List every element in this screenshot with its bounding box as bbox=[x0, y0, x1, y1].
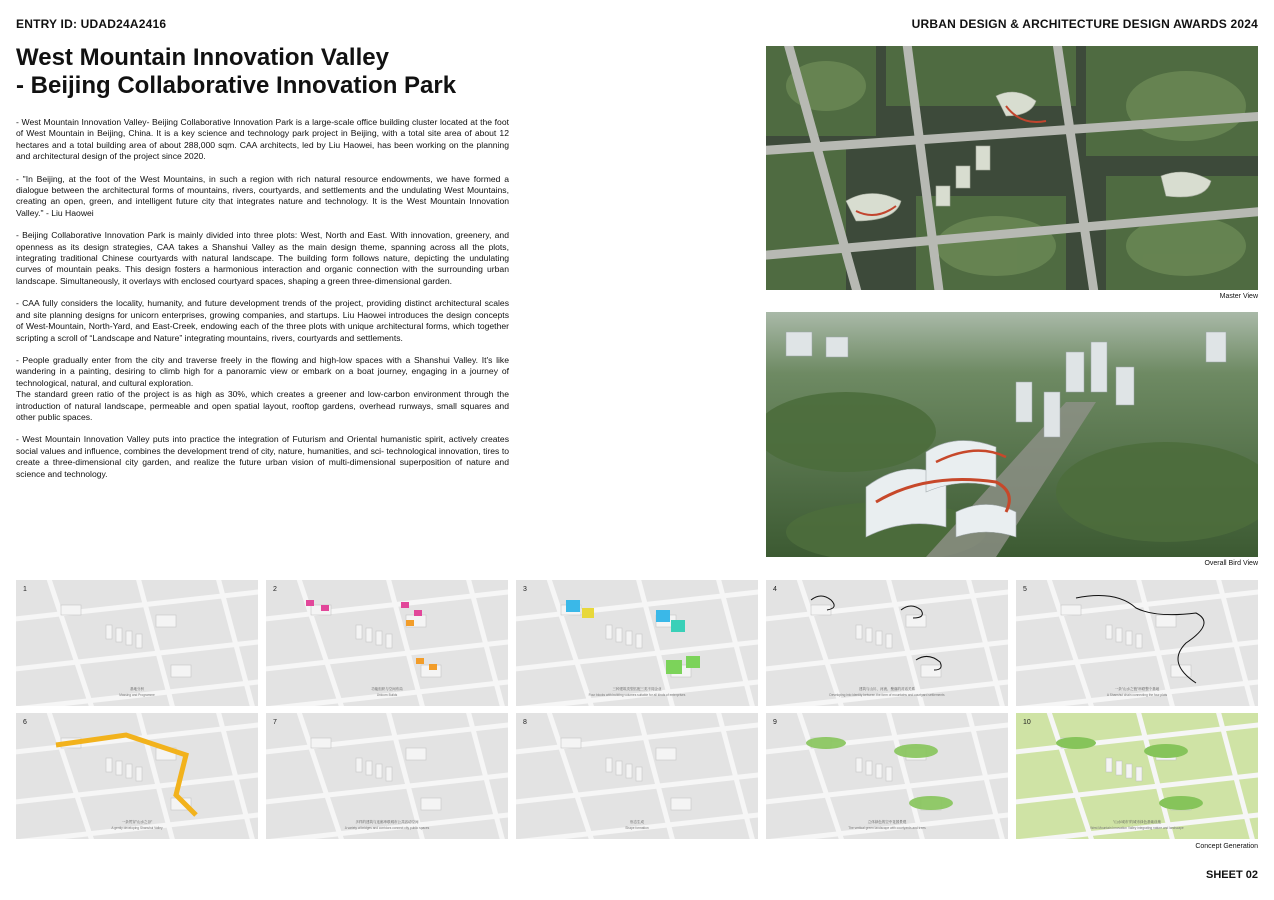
concept-number: 5 bbox=[1023, 586, 1027, 593]
concept-number: 7 bbox=[273, 719, 277, 726]
master-view-image bbox=[766, 46, 1258, 290]
awards-title: URBAN DESIGN & ARCHITECTURE DESIGN AWARDS 2024 bbox=[911, 17, 1258, 31]
concept-panel-4 bbox=[766, 580, 1008, 706]
concept-panel-8 bbox=[516, 713, 758, 839]
concept-caption-en: Four blocks with building volumes suitable for all kinds of enterprises bbox=[588, 693, 686, 697]
concept-caption-en: A variety of bridges and corridors connect city public spaces bbox=[344, 826, 430, 830]
concept-number: 3 bbox=[523, 586, 527, 593]
paragraph: - Beijing Collaborative Innovation Park is mainly divided into three plots: West, North and East. With innovation, greenery, and openness as its design strategies, CAA takes a Shanshui Valley as the main design theme, spanning across all the plots, integrating traditional Chinese courtyards with natural landscape. The building form follows nature, depicting the undulating curves of mountain peaks. This design fosters a harmonious interaction and organic connection with the surrounding urban landscape. Simultaneously, it overlays with enclosed courtyard spaces, shaping a green three-dimensional garden. bbox=[16, 230, 509, 286]
project-title bbox=[16, 44, 616, 100]
paragraph: The standard green ratio of the project is as high as 30%, which creates a greener and low-carbon environment through the introduction of natural landscape, permeable and open spatial layout, rooftop gardens, overhead runways, small squares and other public spaces. bbox=[16, 389, 509, 422]
entry-id: ENTRY ID: UDAD24A2416 bbox=[16, 17, 167, 31]
paragraph: - People gradually enter from the city and traverse freely in the flowing and high-low spaces with a Shanshui Valley. It's like wandering in a painting, desiring to climb high for a panoramic view or embark on a boat journey, engaging in a journey of technological, natural, and cultural exploration. bbox=[16, 354, 509, 388]
paragraph: - West Mountain Innovation Valley- Beijing Collaborative Innovation Park is a large-scale office building cluster located at the foot of West Mountain in Beijing, China. It is a key science and technology park project in Beijing, with a total site area of about 12 hectares and a total building area of about 288,000 sqm. CAA architects, led by Liu Haowei, has been working on the planning and architectural design of the project since 2020. bbox=[16, 117, 509, 162]
sheet-number: SHEET 02 bbox=[1206, 869, 1258, 881]
master-view-caption: Master View bbox=[1219, 293, 1258, 300]
paragraph: - "In Beijing, at the foot of the West Mountains, in such a region with rich natural resource endowments, we have formed a dialogue between the architectural forms of mountains, rivers, courtyards, and settlements and the undulating West Mountains, creating an open, green, and intelligent future city that integrates nature and technology. It is the West Mountain Innovation Valley." - Liu Haowei bbox=[16, 173, 509, 218]
concept-panel-1 bbox=[16, 580, 258, 706]
bird-view-image bbox=[766, 312, 1258, 557]
concept-caption-cn: "山水城市"的城市绿色基础设施 bbox=[1113, 820, 1161, 824]
concept-caption-en: Developing into identity between the form of mountains and courtyard settlements bbox=[829, 693, 945, 697]
concept-panel-9 bbox=[766, 713, 1008, 839]
concept-panel-7 bbox=[266, 713, 508, 839]
concept-number: 2 bbox=[273, 586, 277, 593]
concept-caption-en: Shape formation bbox=[625, 826, 649, 830]
concept-caption-cn: 基地分析 bbox=[130, 687, 144, 691]
concept-caption-en: Unicorn Builds bbox=[376, 693, 398, 697]
concept-caption-cn: 功能组织与空间布局 bbox=[371, 687, 403, 691]
concept-caption-cn: 多样的建筑与连廊串联城市公共活动空间 bbox=[355, 820, 419, 824]
title-line-1: West Mountain Innovation Valley bbox=[16, 44, 389, 71]
concept-panel-6 bbox=[16, 713, 258, 839]
concept-number: 9 bbox=[773, 719, 777, 726]
concept-number: 6 bbox=[23, 719, 27, 726]
concept-panel-10 bbox=[1016, 713, 1258, 839]
concept-caption-cn: 三种建筑类型匹配三类不同企业 bbox=[612, 687, 662, 691]
paragraph: - West Mountain Innovation Valley puts into practice the integration of Futurism and Oriental humanistic spirit, actively creates social values and influence, combines the development trend of city, nature, humanities, and sci- technological innovation, tires to create a three-dimensional city garden, and realize the future urban vision of multi-dimensional superposition of nature and science and technology. bbox=[16, 434, 509, 479]
description-text bbox=[16, 117, 509, 491]
concept-panel-5 bbox=[1016, 580, 1258, 706]
concept-number: 1 bbox=[23, 586, 27, 593]
concept-caption-en: A gently developing Shanshui Valley bbox=[111, 826, 163, 830]
concept-caption-en: The vertical green landscape with courtyards and trees bbox=[848, 826, 926, 830]
paragraph: - CAA fully considers the locality, humanity, and future development trends of the project, providing distinct architectural scales and site planning designs for unicorn enterprises, growing companies, and startups. Liu Haowei introduces the design concepts of West-Mountain, North-Yard, and East-Creek, endowing each of the three plots with unique architectural forms, which together scripting a scroll of “Landscape and Nature” integrating mountains, rivers, courtyards and settlements. bbox=[16, 298, 509, 343]
concept-caption-cn: 立体绿色的空中花园景观 bbox=[867, 820, 907, 824]
concept-panel-3 bbox=[516, 580, 758, 706]
title-line-2: - Beijing Collaborative Innovation Park bbox=[16, 72, 457, 99]
concept-caption-cn: 建筑与山川、河流、聚落的对话关系 bbox=[859, 687, 915, 691]
concept-number: 8 bbox=[523, 719, 527, 726]
concept-caption: Concept Generation bbox=[1195, 843, 1258, 850]
concept-caption-en: A Shanshui chain connecting the four plots bbox=[1106, 693, 1168, 697]
concept-caption-cn: 一条贯穿"山水之谷" bbox=[121, 820, 153, 824]
concept-number: 4 bbox=[773, 586, 777, 593]
concept-caption-en: Massing and Programme bbox=[119, 693, 155, 697]
concept-number: 10 bbox=[1023, 719, 1031, 726]
concept-caption-cn: 形态生成 bbox=[630, 820, 644, 824]
bird-view-caption: Overall Bird View bbox=[1204, 560, 1258, 567]
concept-caption-en: West Mountain Innovation Valley integrating nature and landscape bbox=[1090, 826, 1184, 830]
concept-caption-cn: 一条"山水之链"串联整个基地 bbox=[1114, 687, 1160, 691]
concept-panel-2 bbox=[266, 580, 508, 706]
